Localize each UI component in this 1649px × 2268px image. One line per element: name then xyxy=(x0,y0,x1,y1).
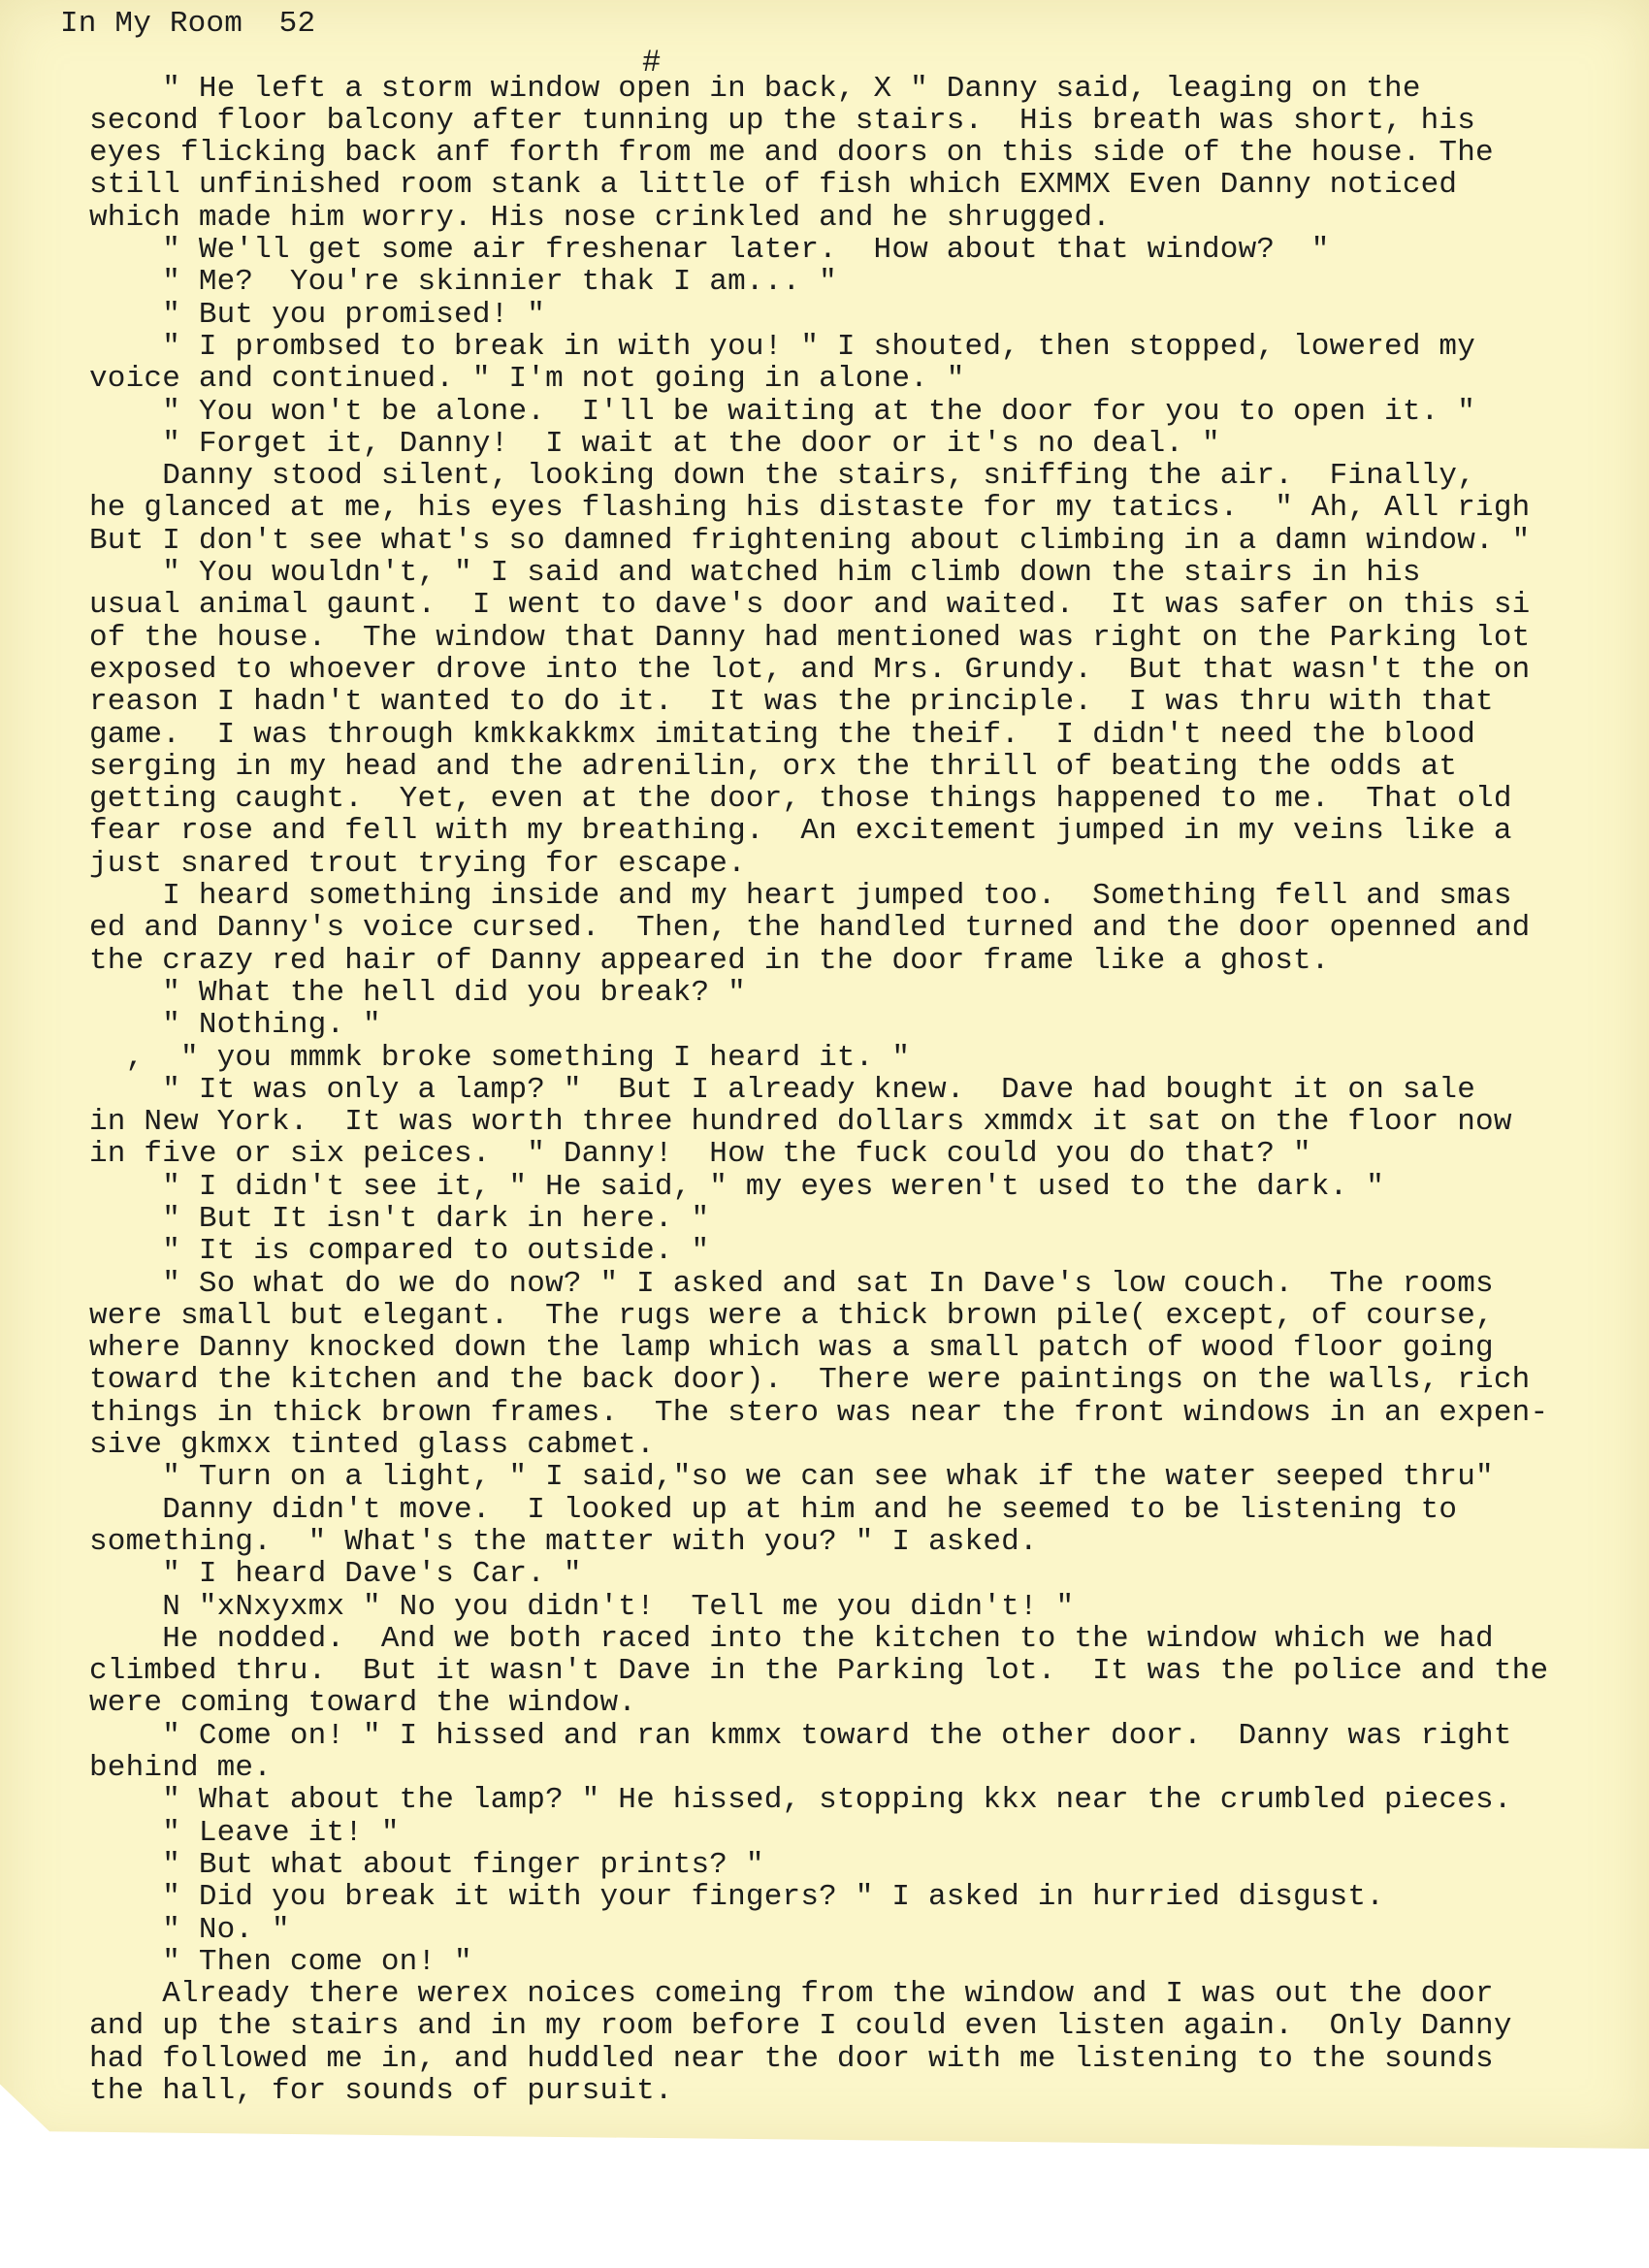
text-line: in five or six peices. " Danny! How the fuck could you do that? " xyxy=(89,1137,1311,1172)
text-line: had followed me in, and huddled near the door with me listening to the sounds xyxy=(89,2041,1494,2076)
text-line: " But what about finger prints? " xyxy=(89,1847,764,1882)
text-line: " Nothing. " xyxy=(89,1008,381,1043)
text-line: getting caught. Yet, even at the door, those things happened to me. That old xyxy=(89,782,1512,817)
text-line: " You won't be alone. I'll be waiting at the door for you to open it. " xyxy=(89,394,1476,429)
text-line: exposed to whoever drove into the lot, and Mrs. Grundy. But that wasn't the on xyxy=(89,652,1531,687)
text-line: But I don't see what's so damned frightening about climbing in a damn window. " xyxy=(89,523,1531,558)
text-line: game. I was through kmkkakkmx imitating the theif. I didn't need the blood xyxy=(89,717,1476,752)
text-line: Already there werex noices comeing from the window and I was out the door xyxy=(89,1977,1494,2012)
text-line: just snared trout trying for escape. xyxy=(89,846,746,881)
text-line: " But you promised! " xyxy=(89,297,546,332)
text-line: " We'll get some air freshenar later. How about that window? " xyxy=(89,233,1330,268)
text-line: " It was only a lamp? " But I already knew. Dave had bought it on sale xyxy=(89,1072,1476,1107)
text-line: " But It isn't dark in here. " xyxy=(89,1201,710,1236)
text-line: " What about the lamp? " He hissed, stopping kkx near the crumbled pieces. xyxy=(89,1783,1512,1818)
text-line: " Come on! " I hissed and ran kmmx toward the other door. Danny was right xyxy=(89,1718,1512,1753)
text-line: still unfinished room stank a little of fish which EXMMX Even Danny noticed xyxy=(89,168,1458,203)
text-line: " Turn on a light, " I said,"so we can see whak if the water seeped thru" xyxy=(89,1460,1494,1495)
text-line: sive gkmxx tinted glass cabmet. xyxy=(89,1428,655,1463)
text-line: " I prombsed to break in with you! " I shouted, then stopped, lowered my xyxy=(89,329,1476,364)
text-line: " Leave it! " xyxy=(89,1815,400,1850)
text-line: eyes flicking back anf forth from me and doors on this side of the house. The xyxy=(89,136,1494,171)
text-line: were small but elegant. The rugs were a thick brown pile( except, of course, xyxy=(89,1298,1494,1333)
text-line: " So what do we do now? " I asked and sat In Dave's low couch. The rooms xyxy=(89,1266,1494,1301)
text-line: " I didn't see it, " He said, " my eyes weren't used to the dark. " xyxy=(89,1169,1385,1204)
text-line: the hall, for sounds of pursuit. xyxy=(89,2074,673,2108)
text-line xyxy=(89,40,1641,72)
text-line: " Forget it, Danny! I wait at the door or it's no deal. " xyxy=(89,426,1220,461)
text-line: something. " What's the matter with you? " I asked. xyxy=(89,1524,1038,1559)
text-line: where Danny knocked down the lamp which was a small patch of wood floor going xyxy=(89,1331,1494,1366)
text-line: " I heard Dave's Car. " xyxy=(89,1557,582,1592)
text-line: the crazy red hair of Danny appeared in the door frame like a ghost. xyxy=(89,943,1330,978)
text-line: second floor balcony after tunning up the stairs. His breath was short, his xyxy=(89,103,1476,138)
text-line: He nodded. And we both raced into the kitchen to the window which we had xyxy=(89,1621,1494,1656)
text-line: were coming toward the window. xyxy=(89,1686,637,1721)
text-line: fear rose and fell with my breathing. An excitement jumped in my veins like a xyxy=(89,814,1512,849)
text-line: voice and continued. " I'm not going in alone. " xyxy=(89,362,965,397)
text-line: and up the stairs and in my room before I could even listen again. Only Danny xyxy=(89,2009,1512,2044)
hash-mark: # xyxy=(642,45,662,81)
text-line: serging in my head and the adrenilin, orx the thrill of beating the odds at xyxy=(89,749,1458,784)
text-line: reason I hadn't wanted to do it. It was the principle. I was thru with that xyxy=(89,685,1494,720)
text-line: climbed thru. But it wasn't Dave in the Parking lot. It was the police and the xyxy=(89,1654,1549,1689)
text-line: ed and Danny's voice cursed. Then, the handled turned and the door openned and xyxy=(89,911,1531,946)
text-line: " Me? You're skinnier thak I am... " xyxy=(89,265,837,300)
text-line: behind me. xyxy=(89,1751,273,1786)
text-line: " Did you break it with your fingers? " I asked in hurried disgust. xyxy=(89,1880,1385,1915)
text-line: usual animal gaunt. I went to dave's door and waited. It was safer on this si xyxy=(89,588,1531,623)
text-line: things in thick brown frames. The stero was near the front windows in an expen- xyxy=(89,1395,1549,1430)
text-line: toward the kitchen and the back door). There were paintings on the walls, rich xyxy=(89,1363,1531,1398)
text-line: " You wouldn't, " I said and watched him climb down the stairs in his xyxy=(89,556,1421,591)
text-line: he glanced at me, his eyes flashing his distaste for my tatics. " Ah, All righ xyxy=(89,491,1531,526)
page-header: In My Room 52 xyxy=(60,7,316,41)
text-line: N "xNxyxmx " No you didn't! Tell me you didn't! " xyxy=(89,1589,1075,1624)
text-line: I heard something inside and my heart jumped too. Something fell and smas xyxy=(89,879,1512,914)
text-line: " It is compared to outside. " xyxy=(89,1234,710,1269)
page-text xyxy=(60,7,1641,2108)
text-line: " No. " xyxy=(89,1912,290,1947)
text-line: in New York. It was worth three hundred dollars xmmdx it sat on the floor now xyxy=(89,1105,1512,1140)
text-line: , " you mmmk broke something I heard it. " xyxy=(89,1040,911,1075)
text-line: Danny stood silent, looking down the stairs, sniffing the air. Finally, xyxy=(89,459,1476,494)
text-line: Danny didn't move. I looked up at him and he seemed to be listening to xyxy=(89,1492,1458,1527)
text-line: " Then come on! " xyxy=(89,1944,472,1979)
text-line: " What the hell did you break? " xyxy=(89,975,746,1010)
text-line: which made him worry. His nose crinkled and he shrugged. xyxy=(89,200,1111,235)
text-line: of the house. The window that Danny had mentioned was right on the Parking lot xyxy=(89,620,1531,655)
text-line: " He left a storm window open in back, X " Danny said, leaging on the xyxy=(89,71,1421,106)
